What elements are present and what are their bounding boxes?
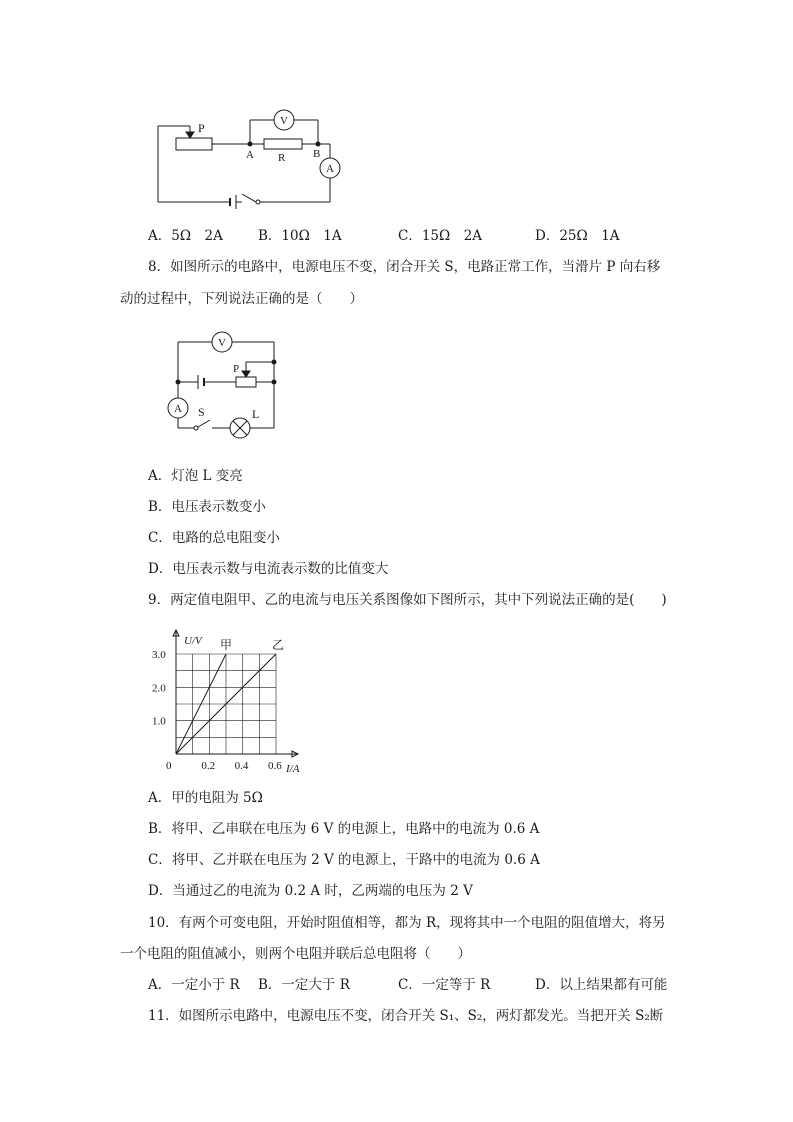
slider-arrowhead: [242, 371, 250, 377]
slider-arrowhead: [186, 132, 194, 138]
rheostat: [176, 138, 212, 150]
x-axis-label: I/A: [286, 763, 300, 775]
option-letter: C．: [398, 228, 422, 244]
q9-stem-line-1: 9．两定值电阻甲、乙的电流与电压关系图像如下图所示，其中下列说法正确的是( ): [148, 592, 667, 608]
y-axis-label: U/V: [184, 635, 202, 647]
q7-option-a[interactable]: [148, 227, 223, 245]
x-tick-label: 0.4: [234, 760, 249, 772]
y-tick-label: 2.0: [152, 682, 166, 695]
q10-stem-line-1: 10．有两个可变电阻，开始时阻值相等，都为 R，现将其中一个电阻的阻值增大，将另: [148, 915, 666, 931]
q10-option-a[interactable]: A．一定小于 R: [148, 977, 240, 993]
q7-option-c[interactable]: [398, 227, 482, 245]
label-v: V: [218, 337, 226, 349]
q8-stem-line-1: 8．如图所示的电路中，电源电压不变，闭合开关 S，电路正常工作，当滑片 P 向右移: [148, 259, 661, 275]
q9-option-b[interactable]: B．将甲、乙串联在电压为 6 V 的电源上，电路中的电流为 0.6 A: [148, 821, 540, 837]
y-tick-label: 1.0: [152, 715, 166, 728]
option-letter: D．: [535, 228, 560, 244]
q10-option-c[interactable]: C．一定等于 R: [398, 977, 491, 993]
origin-label: 0: [166, 760, 172, 772]
resistor-r: [264, 139, 302, 149]
q9-chart: [150, 620, 310, 780]
x-tick-label: 0.2: [201, 760, 216, 772]
switch-pivot: [194, 426, 198, 430]
label-r: R: [278, 152, 286, 164]
switch-lever: [198, 420, 210, 427]
option-text: 5Ω 2A: [171, 228, 223, 244]
label-p: P: [198, 121, 205, 135]
q8-stem-line-2: 动的过程中，下列说法正确的是（ ）: [120, 291, 363, 307]
q10-option-d[interactable]: D．以上结果都有可能: [535, 977, 668, 993]
option-text: 15Ω 2A: [421, 228, 483, 244]
q7-option-d[interactable]: [535, 227, 620, 245]
rheostat: [236, 377, 256, 387]
option-letter: B．: [258, 228, 282, 244]
q7-option-b[interactable]: [258, 227, 342, 245]
q8-option-b[interactable]: B．电压表示数变小: [148, 499, 266, 515]
q11-stem-line-1: 11．如图所示电路中，电源电压不变，闭合开关 S₁、S₂，两灯都发光。当把开关 S₂断: [148, 1008, 664, 1024]
q9-option-a[interactable]: A．甲的电阻为 5Ω: [148, 790, 263, 806]
label-a: A: [174, 403, 182, 415]
label-node-b: B: [313, 148, 321, 160]
label-v: V: [280, 115, 288, 127]
label-s: S: [198, 405, 205, 419]
q8-option-c[interactable]: C．电路的总电阻变小: [148, 530, 280, 546]
y-tick-label: 3.0: [152, 649, 166, 661]
x-tick-label: 0.6: [268, 760, 282, 772]
option-letter: A．: [148, 228, 172, 244]
switch-lever: [242, 194, 256, 202]
option-text: 25Ω 1A: [559, 228, 620, 244]
q8-option-d[interactable]: D．电压表示数与电流表示数的比值变大: [148, 561, 389, 577]
q7-circuit-diagram: [150, 100, 350, 215]
q8-circuit-diagram: [160, 328, 290, 444]
label-l: L: [252, 407, 260, 421]
q10-stem-line-2: 一个电阻的阻值减小，则两个电阻并联后总电阻将（ ）: [120, 946, 471, 962]
option-text: 10Ω 1A: [281, 228, 342, 244]
junction-dot: [272, 360, 276, 364]
series-label-1: 甲: [220, 638, 233, 652]
label-p: P: [233, 363, 240, 375]
series-label-2: 乙: [272, 638, 285, 652]
q8-option-a[interactable]: A．灯泡 L 变亮: [148, 468, 243, 484]
label-a: A: [326, 163, 334, 175]
q9-option-d[interactable]: D．当通过乙的电流为 0.2 A 时，乙两端的电压为 2 V: [148, 883, 473, 899]
q9-option-c[interactable]: C．将甲、乙并联在电压为 2 V 的电源上，干路中的电流为 0.6 A: [148, 852, 540, 868]
q10-option-b[interactable]: B．一定大于 R: [258, 977, 350, 993]
label-node-a: A: [246, 149, 254, 161]
switch-pivot: [256, 200, 260, 204]
